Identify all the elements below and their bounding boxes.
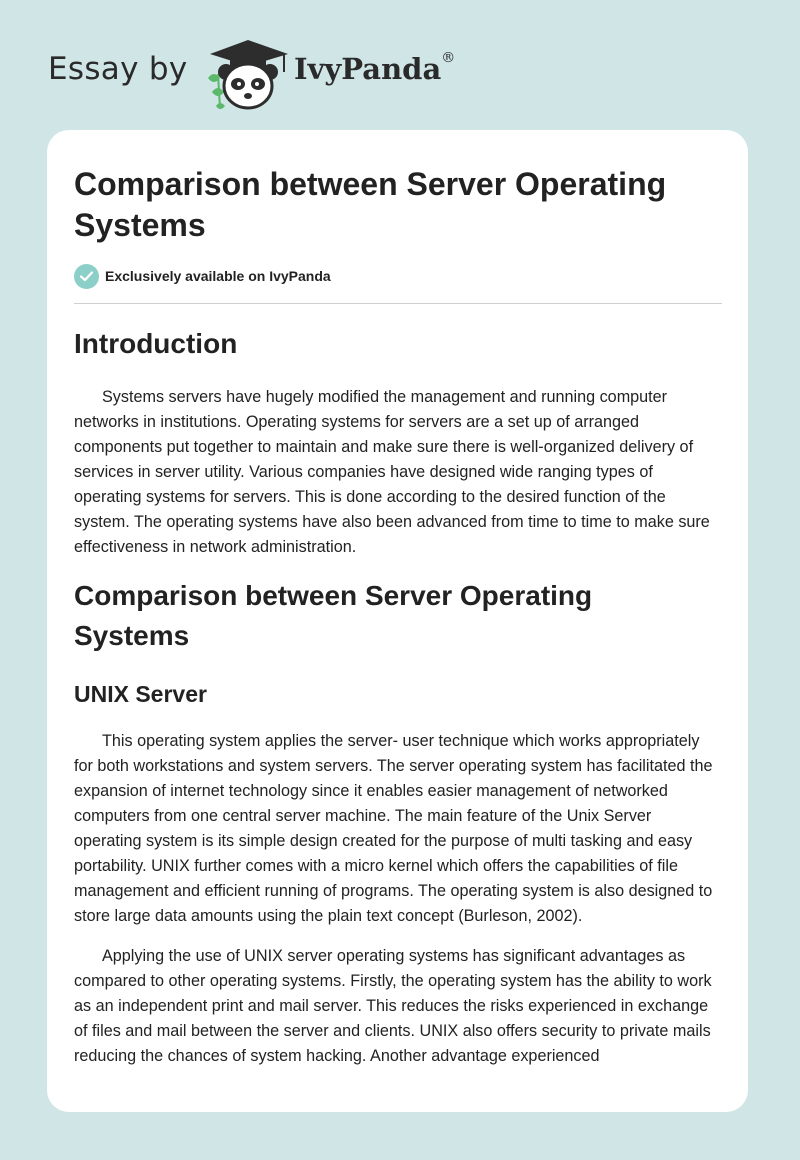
exclusive-label: Exclusively available on IvyPanda — [105, 268, 331, 284]
site-header — [48, 30, 748, 110]
registered-mark: ® — [441, 50, 456, 66]
brand-name[interactable]: IvyPanda® — [294, 50, 456, 86]
intro-paragraph: Systems servers have hugely modified the management and running computer networks in institutions. Operating systems for servers are a set up of arranged components put together to maintain and make sure there is well-organized delivery of services in server utility. Various companies have designed wide ranging types of operating systems for servers. This is done according to the desired function of the system. The operating systems have also been advanced from time to time to make sure effectiveness in network administration. — [74, 388, 710, 556]
unix-paragraph-1: This operating system applies the server- user technique which works appropriately for both workstations and system servers. The server operating system has facilitated the expansion of internet technology since it enables easier management of networked computers from one central server machine. The main feature of the Unix Server operating system is its simple design created for the purpose of multi tasking and easy portability. UNIX further comes with a micro kernel which offers the capabilities of file management and efficient running of programs. The operating system is also designed to store large data amounts using the plain text concept (Burleson, 2002). — [74, 732, 713, 925]
unix-paragraph-2: Applying the use of UNIX server operating systems has significant advantages as compared to other operating systems. Firstly, the operating system has the ability to work as an independent print and mail server. This reduces the risks experienced in exchange of files and mail between the server and clients. UNIX also offers security to private mails reducing the chances of system hacking. Another advantage experienced — [74, 947, 712, 1065]
essay-card — [47, 130, 748, 1112]
ivypanda-logo-icon[interactable] — [204, 34, 292, 112]
divider — [74, 303, 722, 304]
section-heading-introduction: Introduction — [74, 328, 238, 359]
subheading-unix-server: UNIX Server — [74, 681, 207, 707]
page-title: Comparison between Server Operating Systems — [74, 166, 667, 243]
essay-by-label: Essay by — [48, 51, 188, 87]
section-heading-comparison: Comparison between Server Operating Systems — [74, 580, 593, 651]
checkmark-icon — [74, 264, 99, 289]
exclusive-badge — [74, 264, 474, 290]
